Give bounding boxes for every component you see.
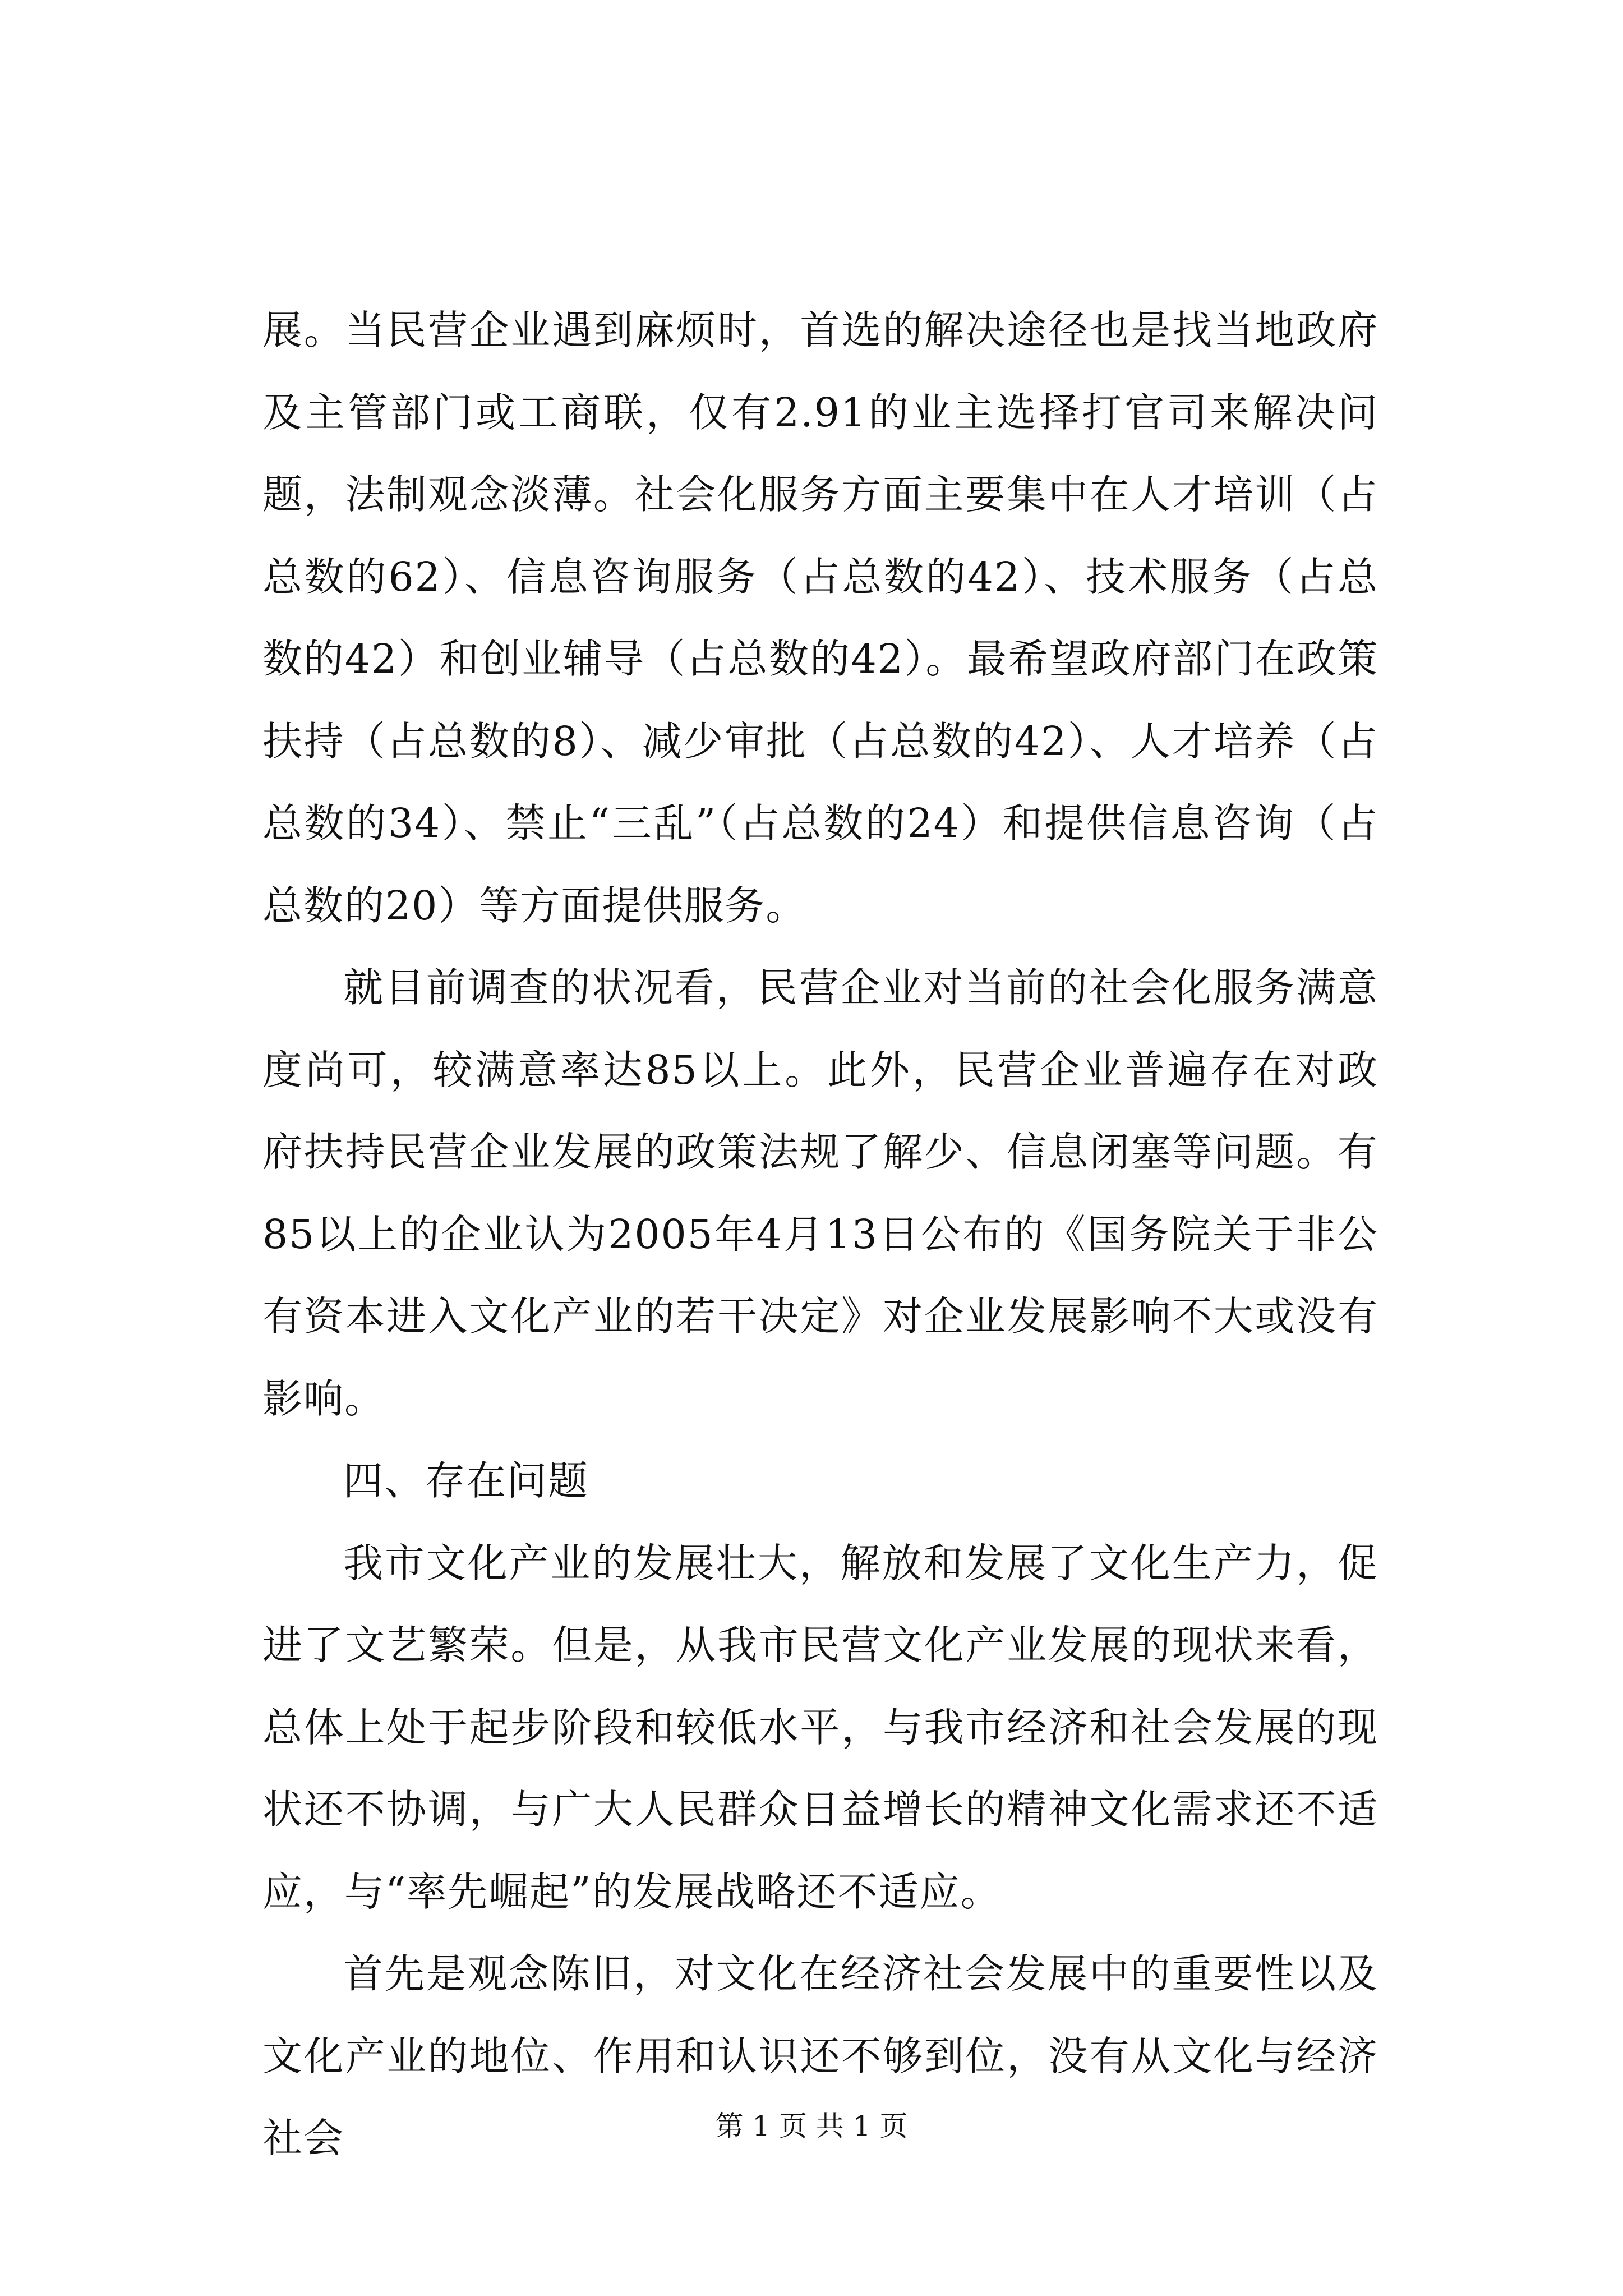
paragraph-problems-intro: 我市文化产业的发展壮大，解放和发展了文化生产力，促进了文艺繁荣。但是，从我市民营文化产业发展的现状来看，总体上处于起步阶段和较低水平，与我市经济和社会发展的现状还不协调，与广大人民群众日益增长的精神文化需求还不适应，与“率先崛起”的发展战略还不适应。 — [262, 1539, 1378, 1915]
paragraph-first-problem: 首先是观念陈旧，对文化在经济社会发展中的重要性以及文化产业的地位、作用和认识还不够到位，没有从文化与经济社会 — [262, 1950, 1378, 2161]
section-heading: 四、存在问题 — [343, 1457, 589, 1504]
page-footer: 第 1 页 共 1 页 — [715, 2110, 908, 2142]
paragraph-satisfaction: 就目前调查的状况看，民营企业对当前的社会化服务满意度尚可，较满意率达85以上。此外，民营企业普遍存在对政府扶持民营企业发展的政策法规了解少、信息闭塞等问题。有85以上的企业认为2005年4月13日公布的《国务院关于非公有资本进入文化产业的若干决定》对企业发展影响不大或没有影响。 — [262, 964, 1378, 1422]
document-body — [262, 289, 1378, 2180]
paragraph-continued: 展。当民营企业遇到麻烦时，首选的解决途径也是找当地政府及主管部门或工商联，仅有2.91的业主选择打官司来解决问题，法制观念淡薄。社会化服务方面主要集中在人才培训（占总数的62）、信息咨询服务（占总数的42）、技术服务（占总数的42）和创业辅导（占总数的42）。最希望政府部门在政策扶持（占总数的8）、减少审批（占总数的42）、人才培养（占总数的34）、禁止“三乱”（占总数的24）和提供信息咨询（占总数的20）等方面提供服务。 — [262, 307, 1378, 929]
